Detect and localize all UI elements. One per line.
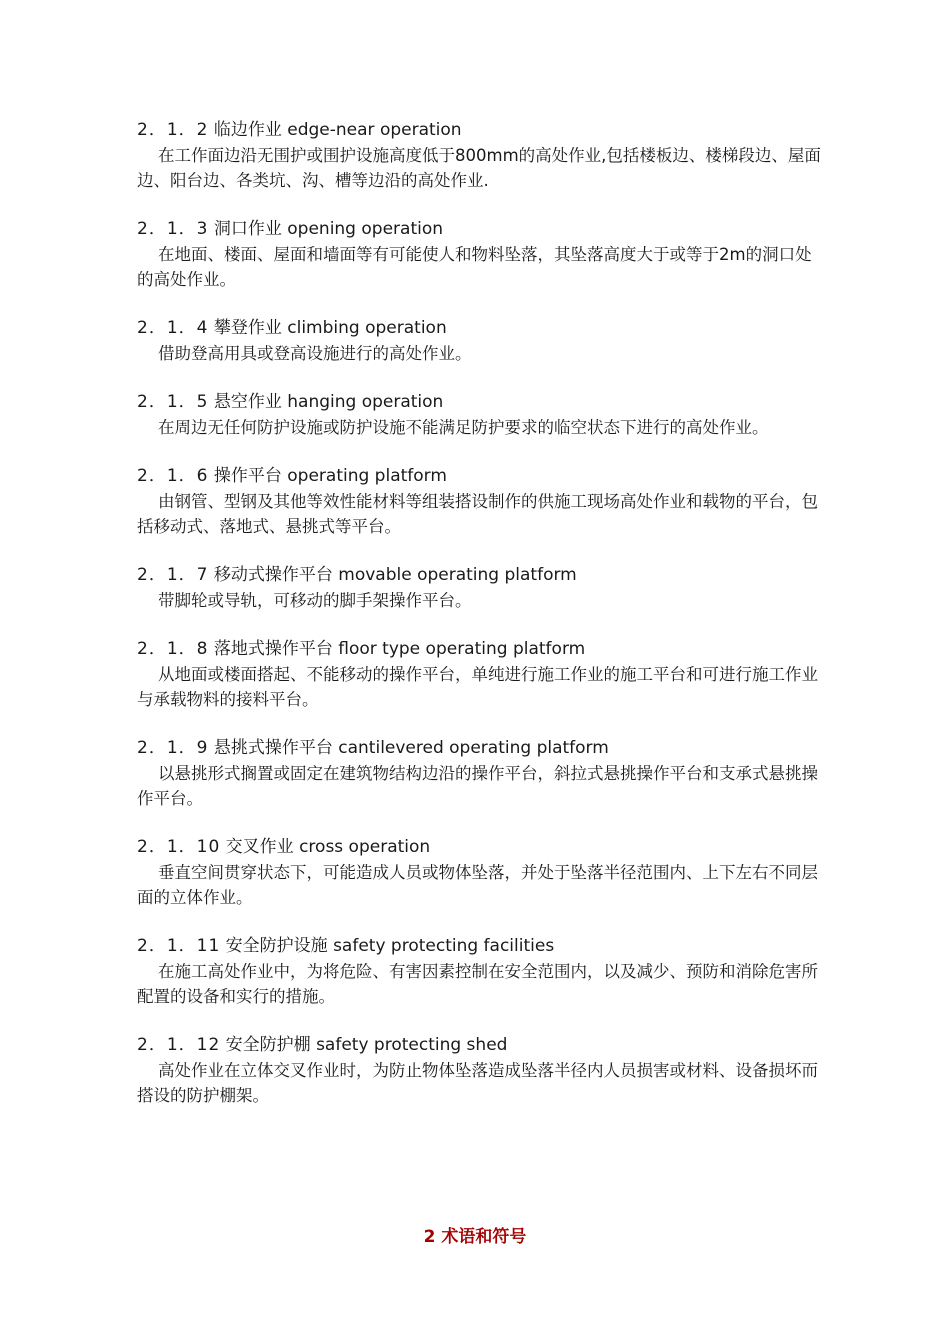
term-entry	[137, 835, 827, 910]
term-heading	[137, 390, 827, 415]
term-heading	[137, 217, 827, 242]
term-title: 悬挑式操作平台 cantilevered operating platform	[213, 738, 609, 758]
term-number: 2．1．8	[137, 639, 209, 659]
term-entry	[137, 217, 827, 292]
term-definition: 垂直空间贯穿状态下，可能造成人员或物体坠落，并处于坠落半径范围内、上下左右不同层面的立体作业。	[137, 863, 818, 907]
term-entry	[137, 736, 827, 811]
term-title: 落地式操作平台 floor type operating platform	[213, 639, 586, 659]
term-entry	[137, 1033, 827, 1108]
term-title: 攀登作业 climbing operation	[213, 318, 447, 338]
term-entry	[137, 934, 827, 1009]
term-definition: 高处作业在立体交叉作业时，为防止物体坠落造成坠落半径内人员损害或材料、设备损坏而搭设的防护棚架。	[137, 1061, 818, 1105]
term-entry	[137, 316, 827, 366]
term-number: 2．1．9	[137, 738, 209, 758]
term-title: 安全防护设施 safety protecting facilities	[225, 936, 555, 956]
term-title: 临边作业 edge-near operation	[213, 120, 462, 140]
term-heading	[137, 118, 827, 143]
term-definition: 以悬挑形式搁置或固定在建筑物结构边沿的操作平台，斜拉式悬挑操作平台和支承式悬挑操作平台。	[137, 764, 818, 808]
term-definition: 在周边无任何防护设施或防护设施不能满足防护要求的临空状态下进行的高处作业。	[158, 418, 769, 437]
term-definition: 借助登高用具或登高设施进行的高处作业。	[158, 344, 472, 363]
term-heading	[137, 316, 827, 341]
term-definition: 从地面或楼面搭起、不能移动的操作平台，单纯进行施工作业的施工平台和可进行施工作业与承载物料的接料平台。	[137, 665, 818, 709]
term-title: 悬空作业 hanging operation	[213, 392, 444, 412]
term-entry	[137, 390, 827, 440]
term-number: 2．1．4	[137, 318, 209, 338]
term-number: 2．1．2	[137, 120, 209, 140]
term-number: 2．1．11	[137, 936, 221, 956]
term-title: 安全防护棚 safety protecting shed	[225, 1035, 508, 1055]
term-entry	[137, 118, 827, 193]
term-number: 2．1．10	[137, 837, 221, 857]
term-entry	[137, 464, 827, 539]
term-definition: 在地面、楼面、屋面和墙面等有可能使人和物料坠落，其坠落高度大于或等于2m的洞口处的高处作业。	[137, 245, 812, 289]
term-title: 移动式操作平台 movable operating platform	[213, 565, 577, 585]
term-definition: 在工作面边沿无围护或围护设施高度低于800mm的高处作业,包括楼板边、楼梯段边、屋面边、阳台边、各类坑、沟、槽等边沿的高处作业.	[137, 146, 821, 190]
term-heading	[137, 934, 827, 959]
term-definition: 由钢管、型钢及其他等效性能材料等组装搭设制作的供施工现场高处作业和载物的平台，包括移动式、落地式、悬挑式等平台。	[137, 492, 818, 536]
term-entry	[137, 563, 827, 613]
term-definition: 带脚轮或导轨，可移动的脚手架操作平台。	[158, 591, 472, 610]
term-number: 2．1．6	[137, 466, 209, 486]
term-number: 2．1．5	[137, 392, 209, 412]
term-number: 2．1．12	[137, 1035, 221, 1055]
term-heading	[137, 736, 827, 761]
term-heading	[137, 835, 827, 860]
chapter-footer: 2 术语和符号	[423, 1227, 527, 1247]
term-heading	[137, 1033, 827, 1058]
term-number: 2．1．7	[137, 565, 209, 585]
terms-list	[137, 118, 827, 1132]
term-number: 2．1．3	[137, 219, 209, 239]
term-entry	[137, 637, 827, 712]
term-heading	[137, 563, 827, 588]
term-title: 操作平台 operating platform	[213, 466, 447, 486]
term-heading	[137, 637, 827, 662]
term-heading	[137, 464, 827, 489]
term-title: 交叉作业 cross operation	[225, 837, 431, 857]
term-title: 洞口作业 opening operation	[213, 219, 444, 239]
term-definition: 在施工高处作业中，为将危险、有害因素控制在安全范围内，以及减少、预防和消除危害所配置的设备和实行的措施。	[137, 962, 818, 1006]
